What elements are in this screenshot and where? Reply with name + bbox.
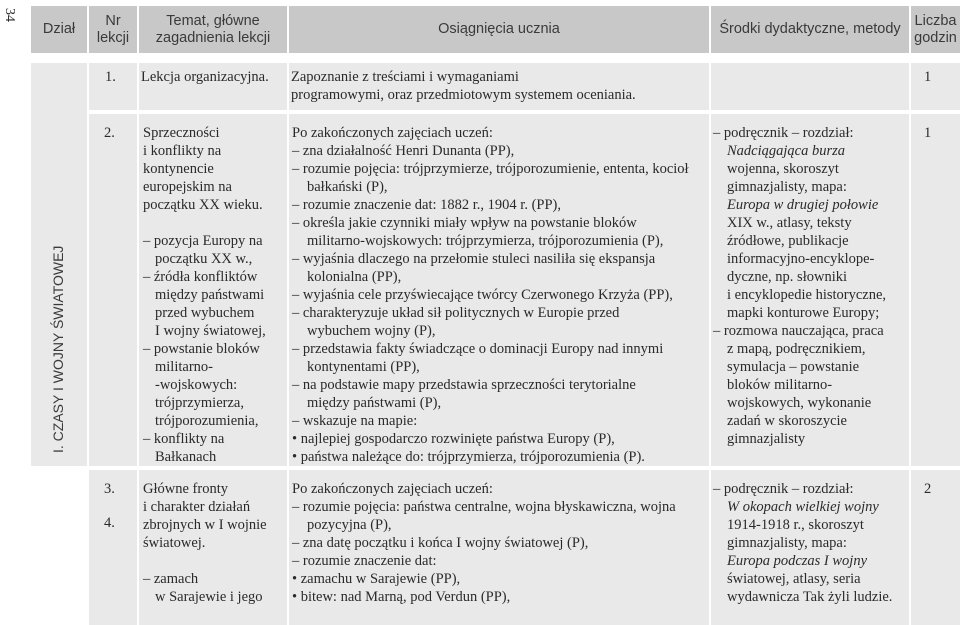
- row2-osiag-line: wybuchem wojny (P),: [307, 323, 436, 339]
- row2-godziny: 1: [924, 125, 932, 141]
- row3-osiag-line: • bitew: nad Marną, pod Verdun (PP),: [292, 589, 511, 605]
- header-liczba-line2: godzin: [914, 29, 957, 46]
- row2-srodki-line: wojenna, skoroszyt: [727, 161, 839, 177]
- row2-osiag-line: • państwa należące do: trójprzymierza, trójporozumienia (P).: [292, 449, 645, 465]
- header-nr: [89, 6, 137, 53]
- row2-srodki-line: Nadciągająca burza: [727, 143, 846, 159]
- row2-srodki-line: symulacja – powstanie: [727, 359, 860, 375]
- row2-osiag-line: – wyjaśnia dlaczego na przełomie stuleci nasiliła się ekspansja: [292, 251, 656, 267]
- row-separator: [89, 466, 960, 470]
- row1-godziny: 1: [924, 69, 932, 85]
- row2-temat-line: początku XX w.,: [155, 251, 253, 267]
- row3-nr-3: 3.: [104, 481, 115, 497]
- row2-temat-line: kontynencie: [143, 161, 214, 177]
- row2-temat-line: – konflikty na: [143, 431, 225, 447]
- row2-osiag-line: militarno-wojskowych: trójprzymierza, trójporozumienia (P),: [307, 233, 664, 249]
- row2-temat-line: trójporozumienia,: [155, 413, 259, 429]
- row2-srodki-line: gimnazjalisty: [727, 431, 806, 447]
- section-title: I. CZASY I WOJNY ŚWIATOWEJ: [50, 245, 66, 453]
- row2-srodki-line: i encyklopedie historyczne,: [727, 287, 887, 303]
- row3-osiag-line: – rozumie pojęcia: państwa centralne, wojna błyskawiczna, wojna: [292, 499, 676, 515]
- row2-osiag-line: kolonialna (PP),: [307, 269, 402, 285]
- row2-temat-line: i konflikty na: [143, 143, 222, 159]
- row3-temat-line: Główne fronty: [143, 481, 228, 497]
- row3-srodki-line: – podręcznik – rozdział:: [713, 481, 854, 497]
- row2-temat-line: -wojskowych:: [155, 377, 238, 393]
- row1-nr: 1.: [105, 69, 116, 85]
- row3-temat-line: i charakter działań: [143, 499, 251, 515]
- row2-osiag-line: bałkański (P),: [307, 179, 388, 195]
- row2-osiag-line: – zna działalność Henri Dunanta (PP),: [292, 143, 515, 159]
- row3-godziny: 2: [924, 481, 932, 497]
- row3-srodki-line: wydawnicza Tak żyli ludzie.: [727, 589, 893, 605]
- row2-srodki-line: wojskowych, wykonanie: [727, 395, 872, 411]
- row2-temat-line: Bałkanach: [155, 449, 217, 465]
- row1-osiagniecia-line2: programowymi, oraz przedmiotowym systemem oceniania.: [291, 87, 636, 103]
- row3-nr-4: 4.: [104, 515, 115, 531]
- row2-temat-line: militarno-: [155, 359, 213, 375]
- row3-srodki-line: W okopach wielkiej wojny: [727, 499, 879, 515]
- header-liczba-line1: Liczba: [914, 12, 957, 29]
- row3-srodki-line: gimnazjalisty, mapa:: [727, 535, 847, 551]
- row2-srodki-line: informacyjno-encyklope-: [727, 251, 875, 267]
- row-separator: [89, 110, 960, 114]
- row3-osiag-line: – rozumie znaczenie dat:: [292, 553, 437, 569]
- row2-srodki-line: – rozmowa nauczająca, praca: [713, 323, 884, 339]
- row2-osiag-line: – wyjaśnia cele przyświecające twórcy Czerwonego Krzyża (PP),: [292, 287, 673, 303]
- row2-temat-line: – pozycja Europy na: [143, 233, 263, 249]
- table-header: [31, 6, 960, 53]
- row2-temat-line: początku XX wieku.: [143, 197, 263, 213]
- row2-osiag-line: kontynentami (PP),: [307, 359, 420, 375]
- row2-srodki-line: dyczne, np. słowniki: [727, 269, 848, 285]
- header-nr-line2: lekcji: [96, 29, 130, 46]
- row2-osiag-line: – rozumie znaczenie dat: 1882 r., 1904 r. (PP),: [292, 197, 561, 213]
- row2-temat-line: europejskim na: [143, 179, 232, 195]
- row2-osiag-line: – przedstawia fakty świadczące o dominacji Europy nad innymi: [292, 341, 664, 357]
- row3-srodki-line: Europa podczas I wojny: [727, 553, 868, 569]
- row2-osiag-line: – określa jakie czynniki miały wpływ na powstanie bloków: [292, 215, 637, 231]
- row1-osiagniecia-line1: Zapoznanie z treściami i wymaganiami: [291, 69, 519, 85]
- row2-srodki-line: bloków militarno-: [727, 377, 833, 393]
- header-osiagniecia: Osiągnięcia ucznia: [438, 21, 560, 37]
- row2-srodki-line: mapki konturowe Europy;: [727, 305, 880, 321]
- row3-srodki-line: 1914-1918 r., skoroszyt: [727, 517, 864, 533]
- header-liczba: [911, 6, 960, 53]
- header-dzial: Dział: [42, 21, 76, 37]
- row3-srodki-line: światowej, atlasy, seria: [727, 571, 861, 587]
- row1-temat: Lekcja organizacyjna.: [141, 69, 269, 85]
- row2-srodki-line: gimnazjalisty, mapa:: [727, 179, 847, 195]
- row3-temat-line: w Sarajewie i jego: [155, 589, 263, 605]
- row2-osiag-line: – na podstawie mapy przedstawia sprzeczności terytorialne: [292, 377, 636, 393]
- row2-temat-line: przed wybuchem: [155, 305, 255, 321]
- row2-osiag-line: • najlepiej gospodarczo rozwinięte państwa Europy (P),: [292, 431, 615, 447]
- row3-osiag-line: Po zakończonych zajęciach uczeń:: [292, 481, 493, 497]
- header-nr-line1: Nr: [105, 12, 121, 29]
- row2-nr: 2.: [104, 125, 115, 141]
- row2-osiag-line: – rozumie pojęcia: trójprzymierze, trójporozumienie, ententa, kocioł: [292, 161, 689, 177]
- row2-osiag-line: – wskazuje na mapie:: [292, 413, 418, 429]
- row2-srodki-line: źródłowe, publikacje: [727, 233, 849, 249]
- row2-srodki-line: – podręcznik – rozdział:: [713, 125, 854, 141]
- row2-srodki-line: XIX w., atlasy, teksty: [727, 215, 852, 231]
- row3-temat-line: zbrojnych w I wojnie: [143, 517, 267, 533]
- page-number: 34: [2, 8, 17, 22]
- row2-osiag-line: między państwami (P),: [307, 395, 442, 411]
- row2-srodki-line: z mapą, podręcznikiem,: [727, 341, 866, 357]
- header-temat-line2: zagadnienia lekcji: [155, 29, 271, 46]
- row2-osiag-line: – charakteryzuje układ sił politycznych w Europie przed: [292, 305, 620, 321]
- row2-temat-line: między państwami: [155, 287, 265, 303]
- row2-srodki-line: zadań w skoroszycie: [727, 413, 847, 429]
- header-srodki: Środki dydaktyczne, metody: [719, 21, 901, 37]
- header-temat-line1: Temat, główne: [166, 12, 260, 29]
- row3-temat-line: – zamach: [143, 571, 199, 587]
- row2-temat-line: Sprzeczności: [143, 125, 220, 141]
- row3-osiag-line: – zna datę początku i końca I wojny światowej (P),: [292, 535, 589, 551]
- row2-osiag-line: Po zakończonych zajęciach uczeń:: [292, 125, 493, 141]
- row2-srodki-line: Europa w drugiej połowie: [727, 197, 879, 213]
- row3-temat-line: światowej.: [143, 535, 206, 551]
- row2-temat-line: – źródła konfliktów: [143, 269, 258, 285]
- row2-temat-line: – powstanie bloków: [143, 341, 260, 357]
- row2-temat-line: trójprzymierza,: [155, 395, 244, 411]
- row3-osiag-line: • zamachu w Sarajewie (PP),: [292, 571, 461, 587]
- row2-temat-line: I wojny światowej,: [155, 323, 266, 339]
- row3-osiag-line: pozycyjna (P),: [307, 517, 392, 533]
- header-temat: [139, 6, 287, 53]
